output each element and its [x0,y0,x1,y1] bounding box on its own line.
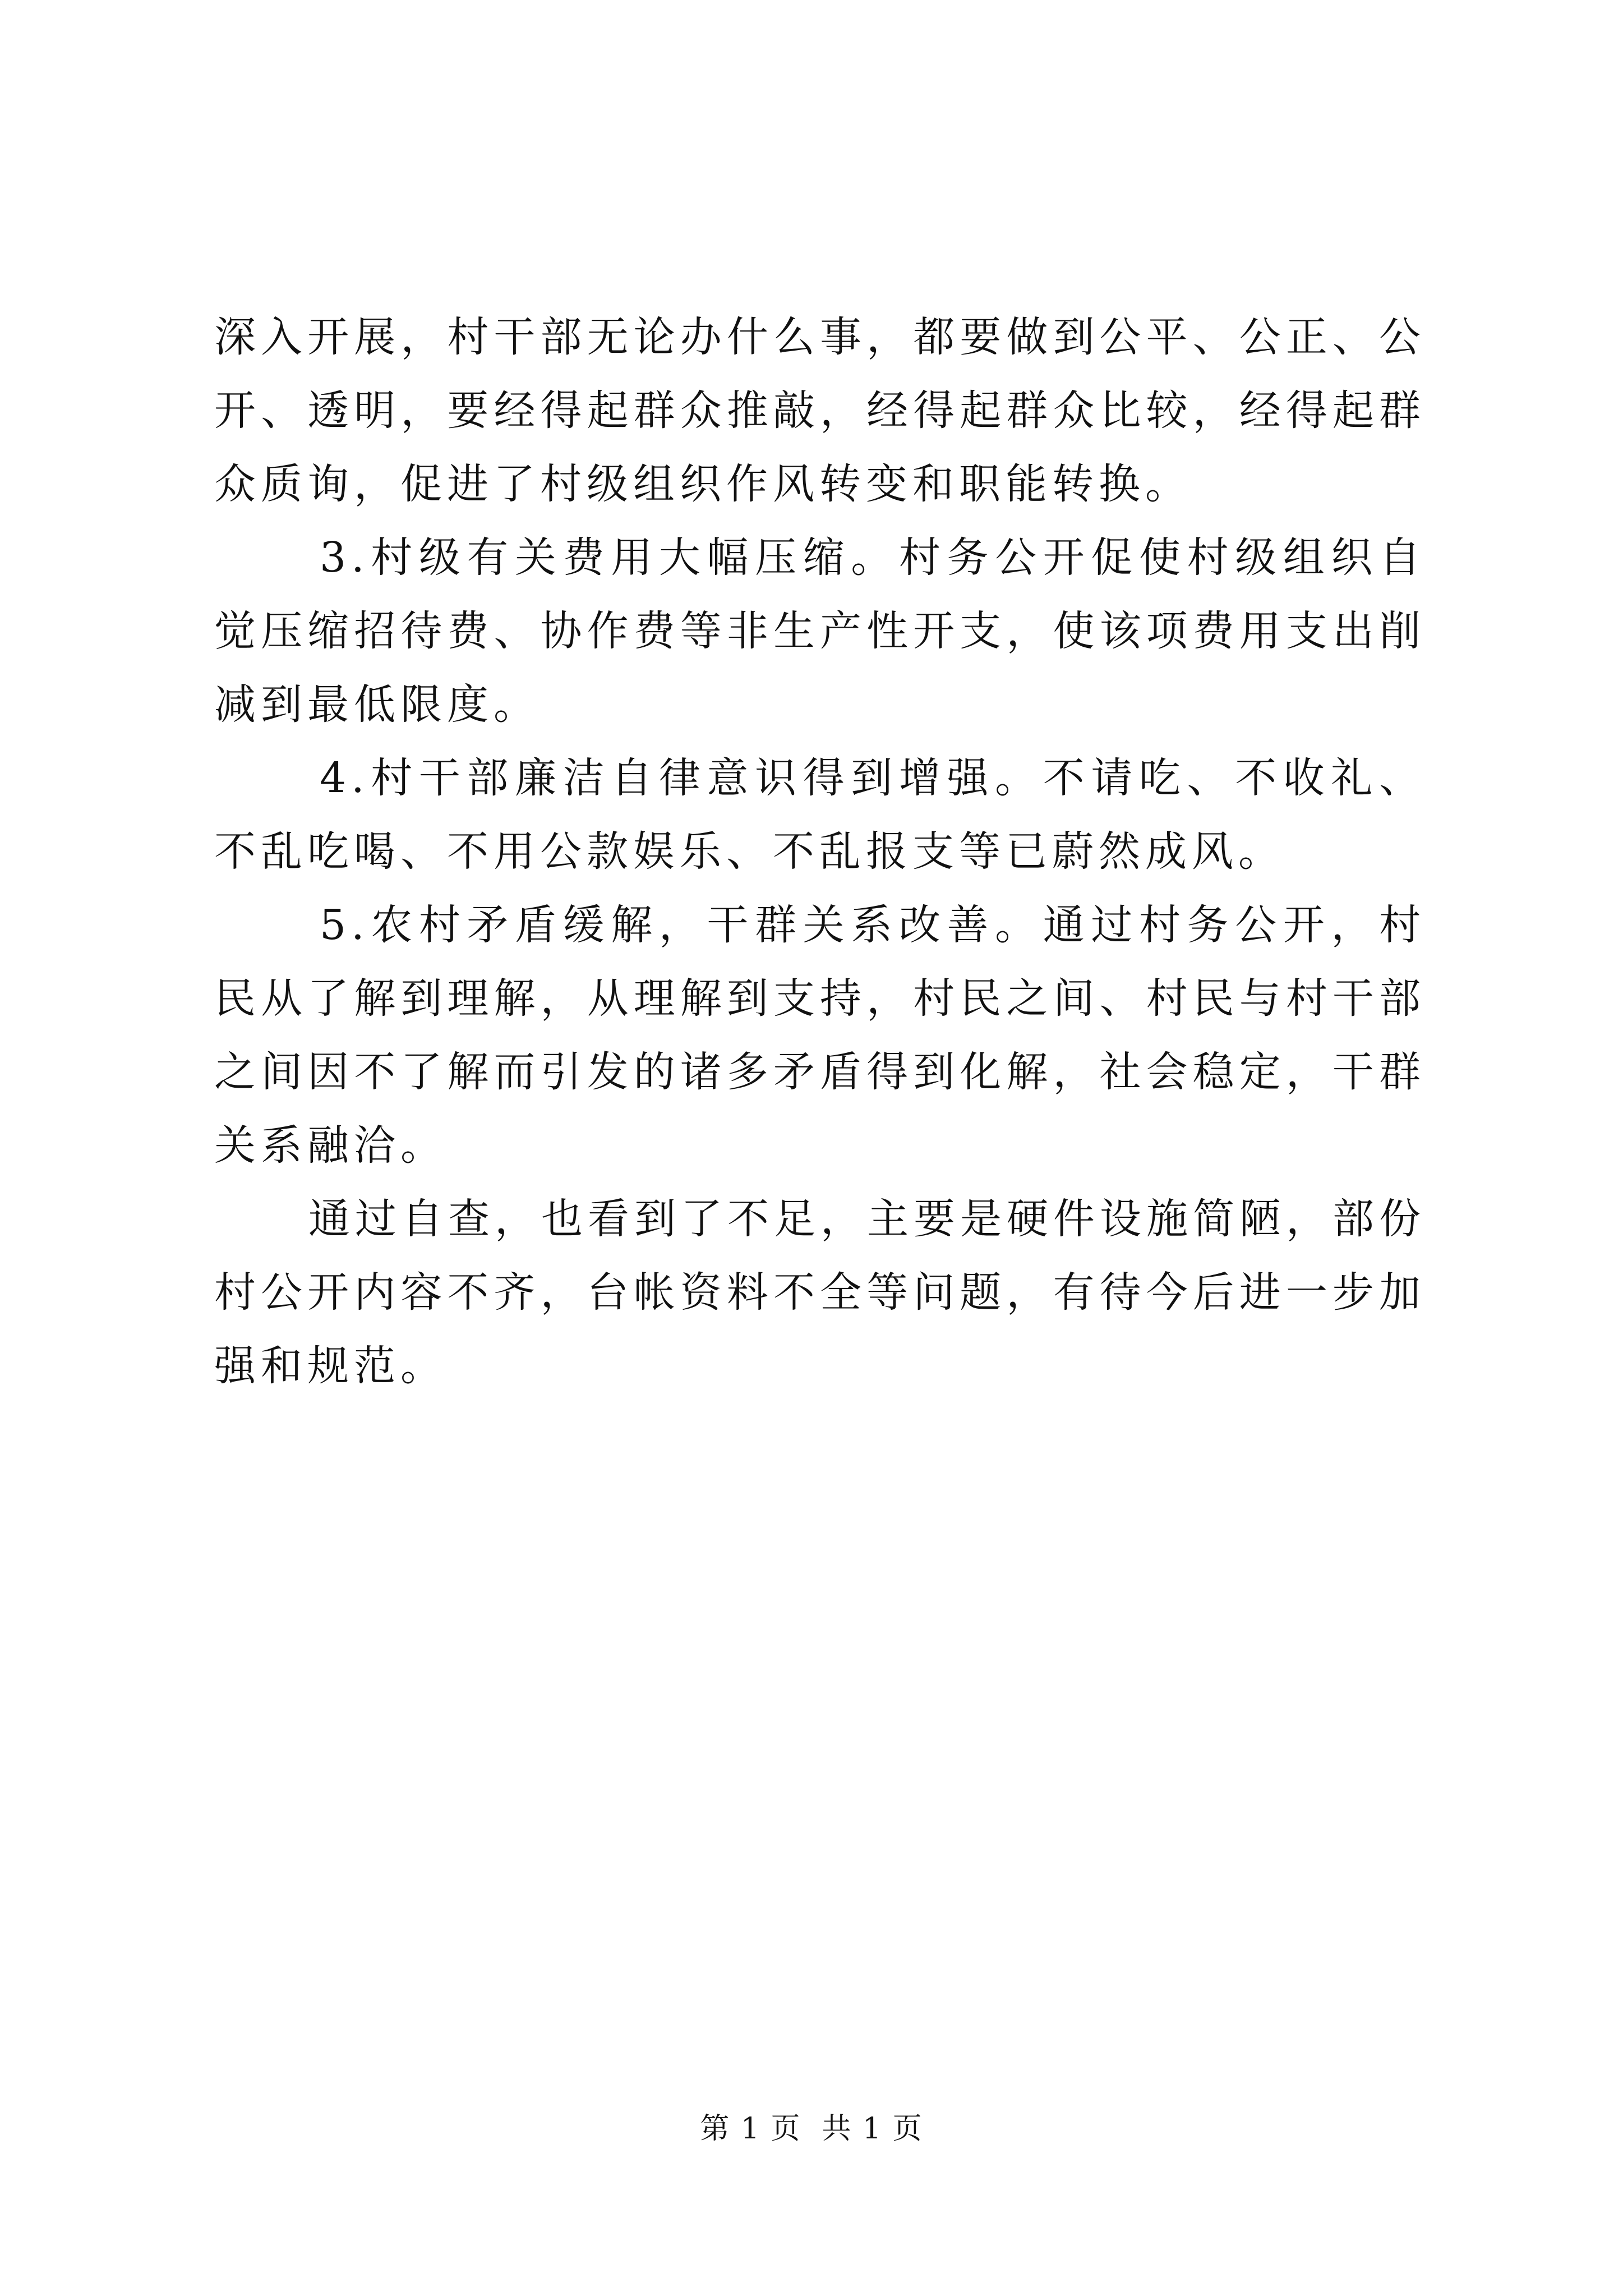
page-footer [0,2109,1623,2148]
paragraph-item-3: 3.村级有关费用大幅压缩。村务公开促使村级组织自觉压缩招待费、协作费等非生产性开支，使该项费用支出削减到最低限度。 [214,533,1426,729]
document-body [214,301,1426,1403]
page-total: 共 1 页 [822,2112,923,2146]
paragraph-conclusion: 通过自查，也看到了不足，主要是硬件设施简陋，部份村公开内容不齐，台帐资料不全等问题，有待今后进一步加强和规范。 [214,1195,1426,1390]
paragraph-continuation: 深入开展，村干部无论办什么事，都要做到公平、公正、公开、透明，要经得起群众推敲，经得起群众比较，经得起群众质询，促进了村级组织作风转变和职能转换。 [214,313,1426,508]
page-number: 第 1 页 [700,2112,801,2146]
paragraph-item-4: 4.村干部廉洁自律意识得到增强。不请吃、不收礼、不乱吃喝、不用公款娱乐、不乱报支等已蔚然成风。 [214,754,1426,876]
paragraph-item-5: 5.农村矛盾缓解，干群关系改善。通过村务公开，村民从了解到理解，从理解到支持，村民之间、村民与村干部之间因不了解而引发的诸多矛盾得到化解，社会稳定，干群关系融洽。 [214,901,1426,1170]
